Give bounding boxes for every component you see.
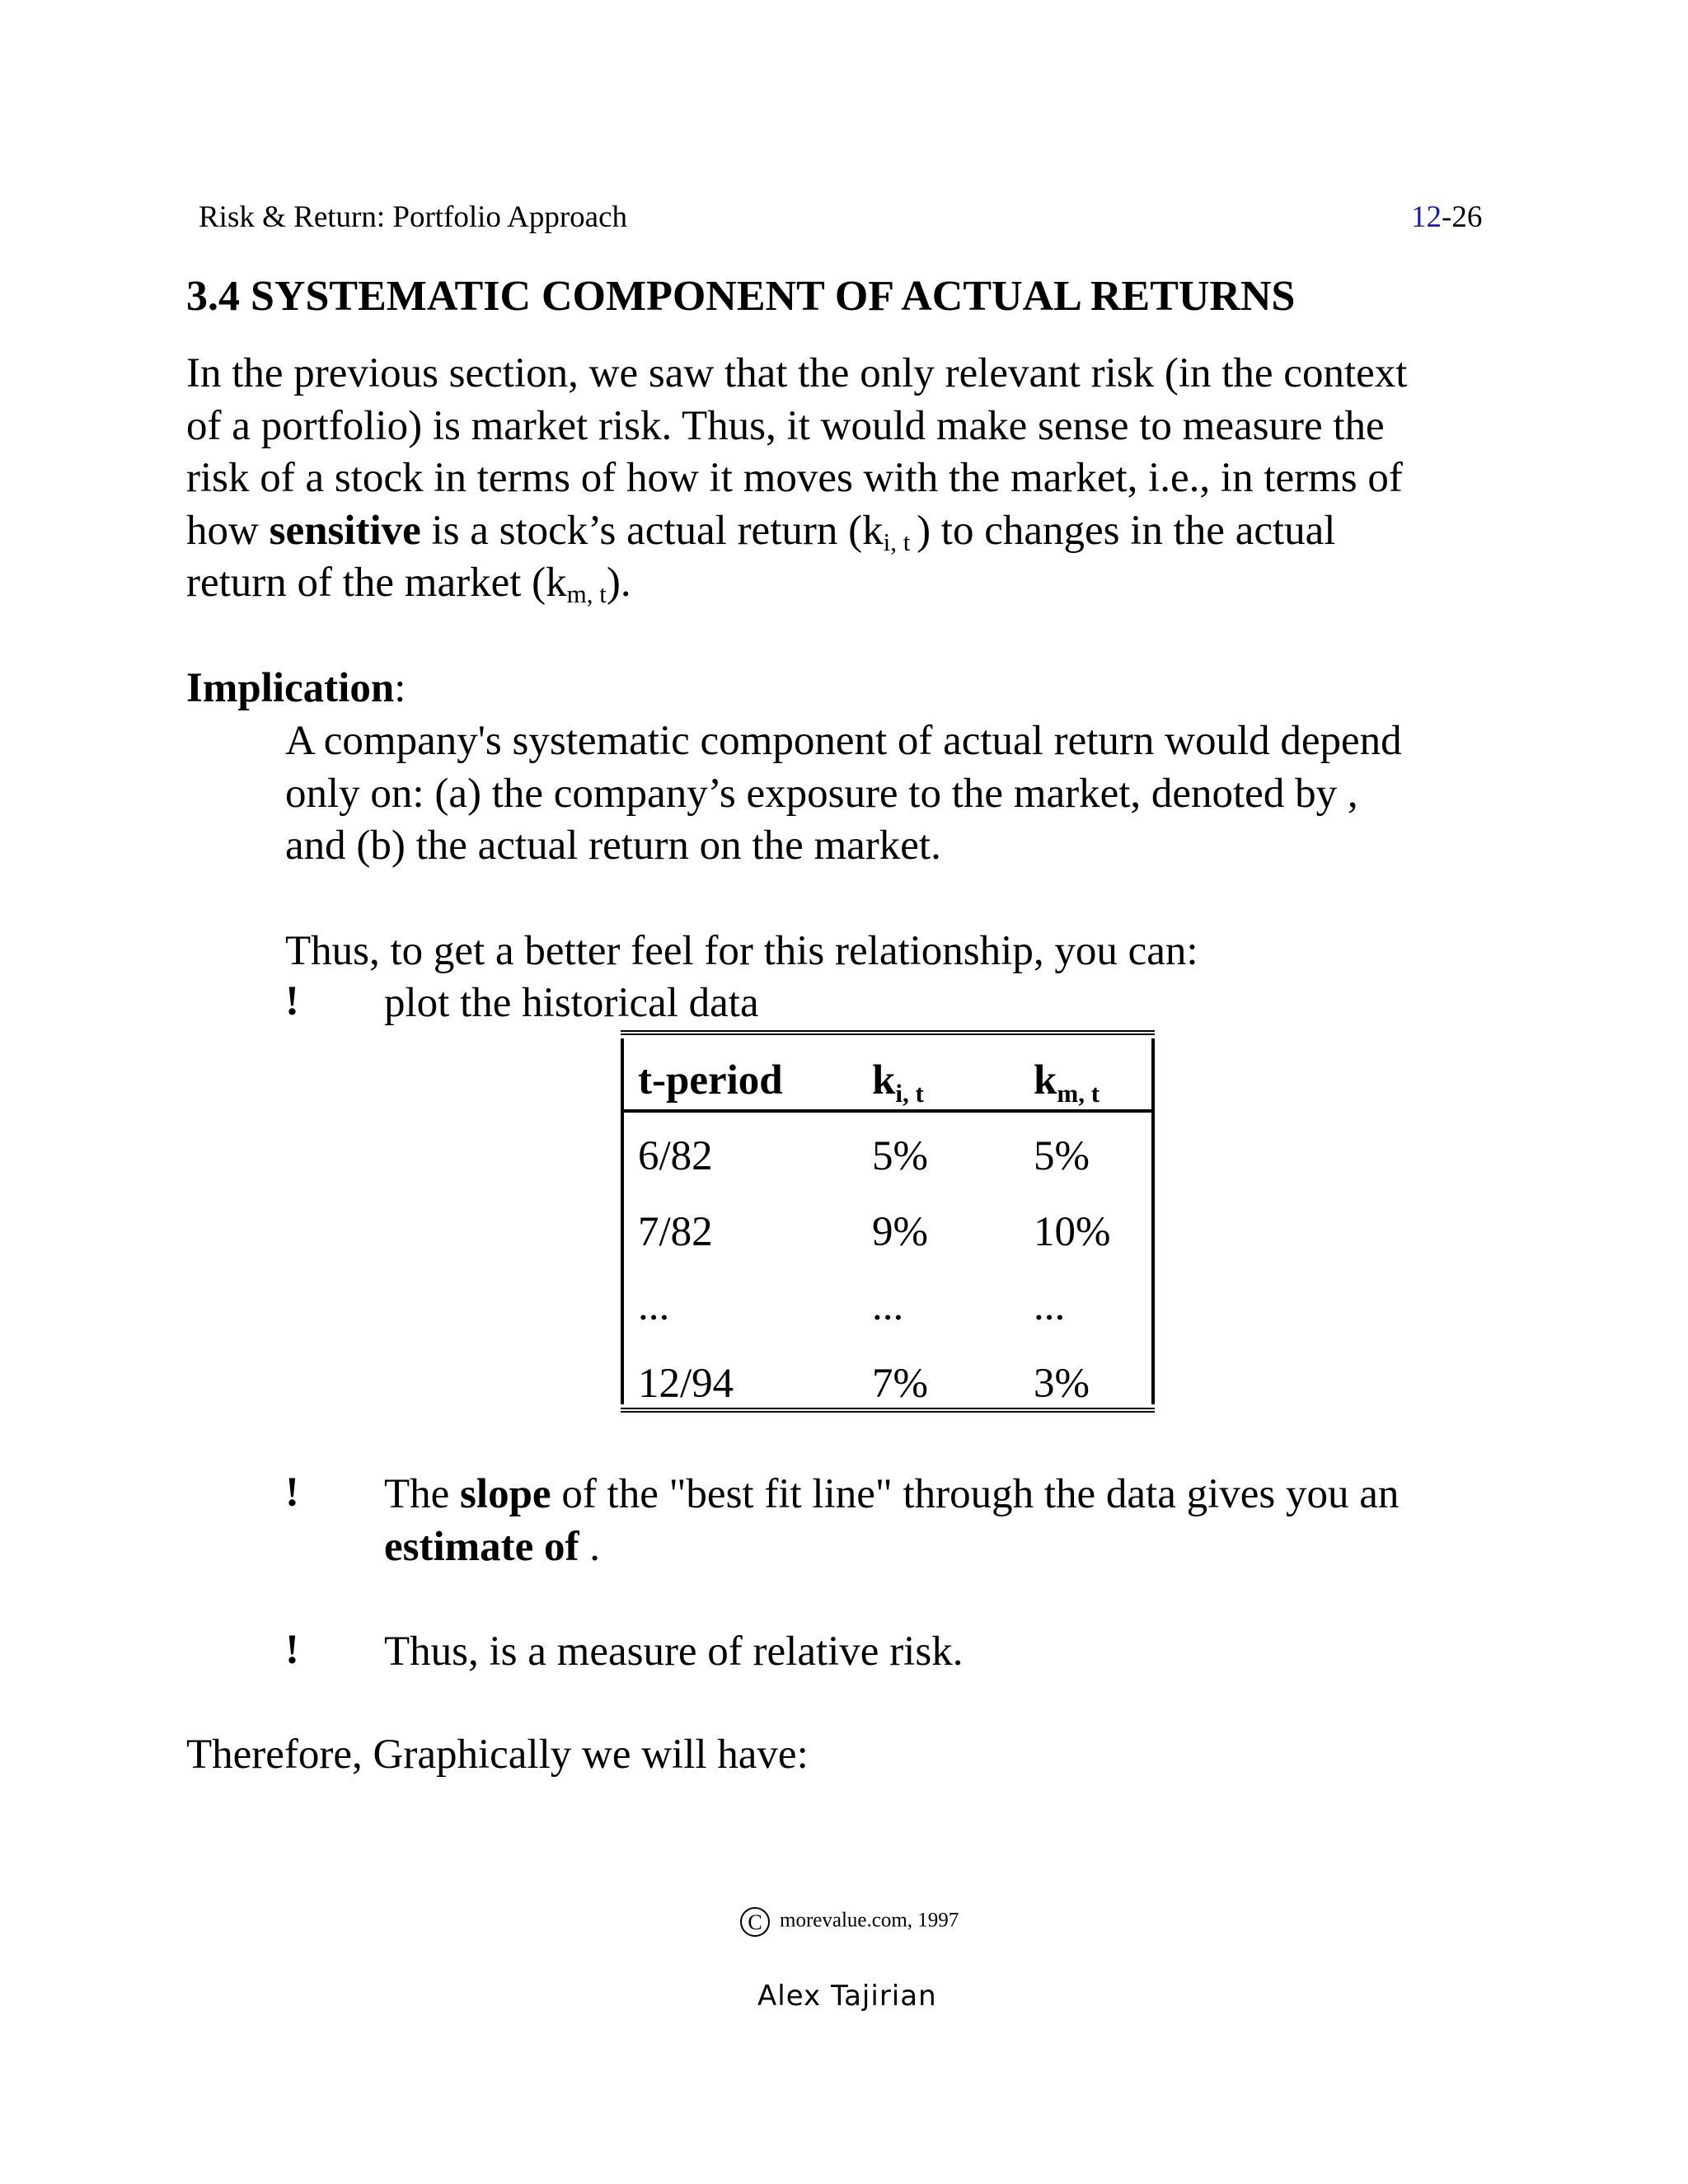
thus-intro: Thus, to get a better feel for this relationship, you can:: [285, 928, 1198, 974]
intro-line-3: risk of a stock in terms of how it moves with the market, i.e., in terms of: [186, 455, 1403, 501]
copyright-text: morevalue.com, 1997: [780, 1909, 959, 1932]
table-header-row: [624, 1038, 1151, 1113]
header-ki-sub: i, t: [895, 1079, 924, 1108]
sensitive-bold: sensitive: [269, 507, 421, 554]
table-cell: 7/82: [638, 1209, 713, 1255]
intro-line-4: [186, 505, 1407, 558]
chapter-number: 12: [1411, 200, 1442, 234]
intro-line-5: [186, 557, 1407, 610]
author-name: Alex Tajirian: [757, 1980, 937, 2013]
bullet-slope-line-1: [384, 1469, 1399, 1521]
intro-line-5-post: ).: [606, 560, 631, 606]
header-ki-k: k: [872, 1057, 896, 1104]
bullet-mark: !: [285, 1627, 299, 1673]
km-subscript: m, t: [566, 579, 607, 608]
ki-subscript: i, t: [883, 527, 917, 556]
bullet-slope-line-2: [384, 1521, 1399, 1574]
implication-heading: [186, 664, 406, 712]
header-km-k: k: [1034, 1057, 1057, 1104]
table-cell: ...: [872, 1283, 904, 1329]
section-title: 3.4 SYSTEMATIC COMPONENT OF ACTUAL RETURNS: [186, 273, 1296, 320]
page-suffix: -26: [1442, 200, 1483, 234]
header-ki: [872, 1057, 924, 1108]
historical-data-table: [621, 1030, 1155, 1413]
table-cell: 5%: [1034, 1133, 1090, 1179]
running-header-title: Risk & Return: Portfolio Approach: [199, 200, 628, 234]
table-cell: 3%: [1034, 1361, 1090, 1407]
bullet-mark: !: [285, 978, 299, 1024]
intro-line-4-pre: how: [186, 507, 270, 554]
intro-line-2: of a portfolio) is market risk. Thus, it would make sense to measure the: [186, 402, 1385, 449]
slope-bold: slope: [460, 1471, 551, 1517]
table-cell: 9%: [872, 1209, 928, 1255]
bullet-slope: [384, 1469, 1399, 1573]
implication-line-2: only on: (a) the company’s exposure to the market, denoted by ,: [285, 770, 1358, 817]
closing-line: Therefore, Graphically we will have:: [186, 1732, 809, 1778]
implication-body: [285, 715, 1402, 873]
table-cell: ...: [638, 1283, 670, 1329]
estimate-of-post: .: [579, 1523, 600, 1570]
table-cell: 7%: [872, 1361, 928, 1407]
header-km: [1034, 1057, 1100, 1108]
slope-pre: The: [384, 1471, 461, 1517]
header-t-period: t-period: [638, 1057, 783, 1104]
bullet-relative-risk: Thus, is a measure of relative risk.: [384, 1629, 964, 1675]
table-cell: 10%: [1034, 1209, 1111, 1255]
bullet-plot-data: plot the historical data: [384, 980, 759, 1026]
copyright-notice: [740, 1907, 959, 1937]
header-km-sub: m, t: [1057, 1079, 1100, 1108]
table-cell: 5%: [872, 1133, 928, 1179]
intro-paragraph: [186, 348, 1407, 610]
table-cell: ...: [1034, 1283, 1066, 1329]
implication-line-3: and (b) the actual return on the market.: [285, 823, 941, 869]
intro-line-4-mid: is a stock’s actual return (k: [420, 507, 884, 554]
implication-label: Implication: [186, 665, 395, 711]
implication-colon: :: [394, 665, 406, 711]
intro-line-5-pre: return of the market (k: [186, 560, 567, 606]
table-cell: 6/82: [638, 1133, 713, 1179]
estimate-of-bold: estimate of: [384, 1523, 579, 1570]
implication-line-1: A company's systematic component of actual return would depend: [285, 718, 1402, 764]
intro-line-4-post: ) to changes in the actual: [917, 507, 1336, 554]
copyright-icon: C: [740, 1907, 770, 1937]
intro-line-1: In the previous section, we saw that the only relevant risk (in the context: [186, 350, 1408, 396]
page-number: [1411, 199, 1482, 235]
table-body: [621, 1038, 1155, 1407]
slope-post: of the "best fit line" through the data gives you an: [551, 1471, 1400, 1517]
bullet-mark: !: [285, 1469, 299, 1516]
table-cell: 12/94: [638, 1361, 734, 1407]
